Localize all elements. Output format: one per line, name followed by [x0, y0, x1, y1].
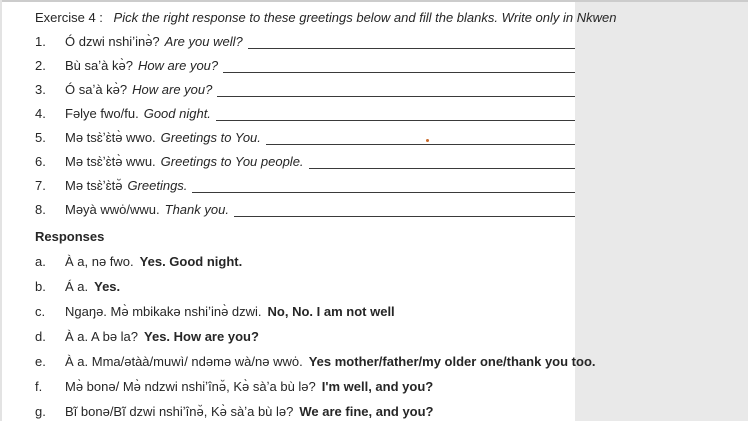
greeting-nkwen-text: Mə tsɛ̀ʼɛ̀tə̀ wwo. — [65, 130, 156, 145]
exercise-label: Exercise 4 : — [35, 10, 103, 25]
greeting-nkwen-text: Mə tsɛ̀ʼɛ̀tə̀ wwu. — [65, 154, 156, 169]
response-english-text: Yes. — [94, 279, 121, 294]
greeting-row — [35, 198, 575, 222]
greeting-number: 7. — [35, 178, 46, 193]
response-row — [35, 324, 745, 349]
stray-mark — [426, 139, 429, 142]
greeting-row — [35, 54, 575, 78]
greeting-number: 1. — [35, 34, 46, 49]
greeting-english-text: Thank you. — [164, 202, 229, 217]
page-left-edge — [0, 0, 2, 421]
response-nkwen-text: À a. Mma/ətàà/muwì/ ndəmə wà/nə wwȯ. — [65, 354, 303, 369]
response-letter: c. — [35, 304, 46, 319]
greeting-english-text: Greetings to You people. — [160, 154, 304, 169]
response-nkwen-text: Ngaŋə. Mə̀ mbikakə nshiʼinə̀ dzwi. — [65, 304, 262, 319]
response-nkwen-text: Bĩ bonə/Bĩ dzwi nshiʼînə̆, Kə̀ sàʼa bù lə? — [65, 404, 294, 419]
response-row — [35, 399, 745, 421]
response-row — [35, 249, 745, 274]
response-nkwen-text: Mə̀ bonə/ Mə̀ ndzwi nshiʼînə̆, Kə̀ sàʼa bù lə? — [65, 379, 316, 394]
response-row — [35, 374, 745, 399]
greeting-nkwen-text: Mə tsɛ̀ʼɛ̀tə̆ — [65, 178, 123, 193]
response-letter: g. — [35, 404, 46, 419]
greeting-row — [35, 102, 575, 126]
greeting-english-text: Greetings. — [127, 178, 188, 193]
exercise-instruction: Pick the right response to these greetings below and fill the blanks. Write only in Nkwen — [113, 10, 617, 25]
greeting-english-text: Are you well? — [164, 34, 243, 49]
greeting-row — [35, 150, 575, 174]
response-english-text: Yes mother/father/my older one/thank you too. — [308, 354, 596, 369]
greeting-row — [35, 174, 575, 198]
greeting-english-text: Good night. — [143, 106, 211, 121]
response-letter: f. — [35, 379, 43, 394]
greeting-number: 5. — [35, 130, 46, 145]
response-nkwen-text: À a. A bə la? — [65, 329, 139, 344]
page-top-edge — [0, 0, 748, 2]
response-row — [35, 274, 745, 299]
answer-blank-7[interactable] — [190, 174, 575, 198]
answer-blank-8[interactable] — [232, 198, 575, 222]
greeting-nkwen-text: Ó saʼà kə̀? — [65, 82, 128, 97]
response-row — [35, 299, 745, 324]
greeting-number: 6. — [35, 154, 46, 169]
greeting-nkwen-text: Məyà wwȯ/wwu. — [65, 202, 160, 217]
response-english-text: I'm well, and you? — [321, 379, 434, 394]
answer-blank-4[interactable] — [214, 102, 575, 126]
response-nkwen-text: Á a. — [65, 279, 89, 294]
response-letter: b. — [35, 279, 46, 294]
response-english-text: No, No. I am not well — [267, 304, 395, 319]
response-english-text: Yes. Good night. — [139, 254, 243, 269]
greeting-number: 4. — [35, 106, 46, 121]
answer-blank-2[interactable] — [221, 54, 575, 78]
greeting-english-text: How are you? — [137, 58, 219, 73]
response-english-text: Yes. How are you? — [144, 329, 259, 344]
greeting-nkwen-text: Fəlye fwo/fu. — [65, 106, 139, 121]
greeting-english-text: Greetings to You. — [160, 130, 261, 145]
answer-blank-5[interactable] — [264, 126, 575, 150]
answer-blank-6[interactable] — [307, 150, 575, 174]
greeting-number: 3. — [35, 82, 46, 97]
greeting-number: 8. — [35, 202, 46, 217]
greeting-nkwen-text: Bù saʼà kə̀? — [65, 58, 133, 73]
response-letter: a. — [35, 254, 46, 269]
response-letter: d. — [35, 329, 46, 344]
response-letter: e. — [35, 354, 46, 369]
greeting-row — [35, 126, 575, 150]
response-english-text: We are fine, and you? — [299, 404, 434, 419]
greeting-row — [35, 78, 575, 102]
response-nkwen-text: À a, nə fwo. — [65, 254, 134, 269]
greeting-number: 2. — [35, 58, 46, 73]
greeting-nkwen-text: Ó dzwi nshiʼinə̀? — [65, 34, 160, 49]
exercise-header — [35, 6, 748, 30]
answer-blank-3[interactable] — [215, 78, 575, 102]
answer-blank-1[interactable] — [246, 30, 575, 54]
response-row — [35, 349, 745, 374]
greeting-english-text: How are you? — [132, 82, 213, 97]
responses-heading: Responses — [35, 229, 105, 244]
greeting-row — [35, 30, 575, 54]
